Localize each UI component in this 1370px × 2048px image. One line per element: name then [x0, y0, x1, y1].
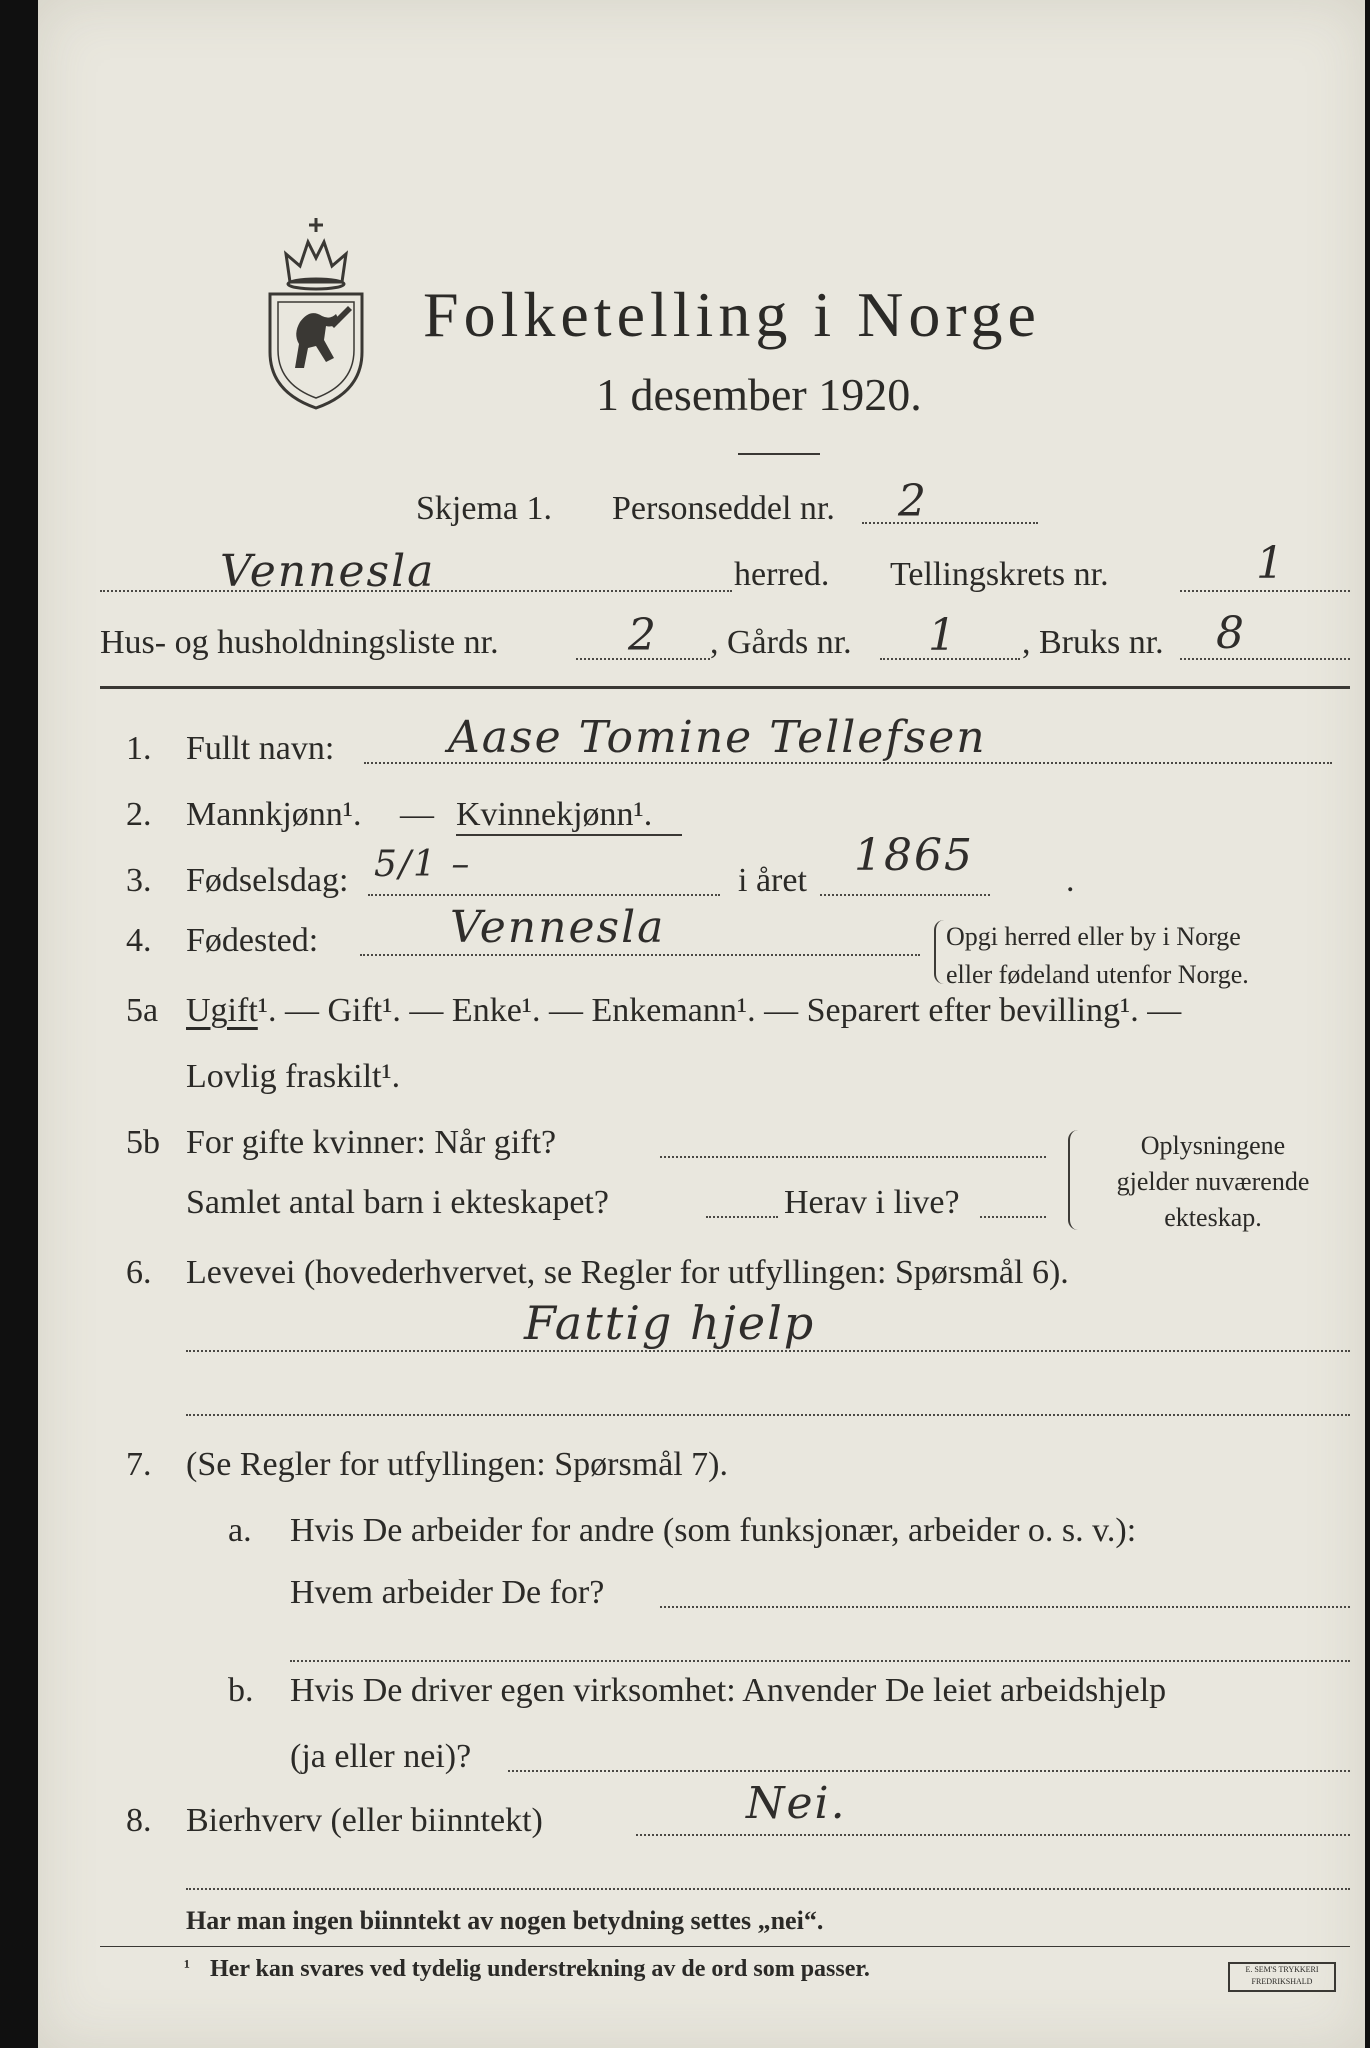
- q4-line: [360, 954, 920, 956]
- q5b-children-label: Samlet antal barn i ekteskapet?: [186, 1184, 609, 1221]
- q3-day-value: 5/1 –: [374, 844, 472, 885]
- footer-rule: [100, 1946, 1350, 1947]
- title-divider: [738, 453, 820, 455]
- q4-label: Fødested:: [186, 922, 319, 959]
- bruks-value: 8: [1216, 608, 1246, 659]
- q3-year-line: [820, 894, 990, 896]
- q3-number: 3.: [126, 862, 152, 899]
- q5a-number: 5a: [126, 992, 159, 1029]
- husliste-value: 2: [628, 610, 658, 661]
- tellingskrets-line: [1180, 590, 1350, 592]
- q7-label: (Se Regler for utfyllingen: Spørsmål 7).: [186, 1446, 729, 1483]
- q5b-note-line3: ekteskap.: [1164, 1203, 1262, 1232]
- q7b-letter: b.: [228, 1672, 254, 1709]
- q8-line2: [186, 1888, 1350, 1890]
- printer-stamp: E. SEM'S TRYKKERI FREDRIKSHALD: [1228, 1962, 1336, 1992]
- q8-number: 8.: [126, 1802, 152, 1839]
- q6-number: 6.: [126, 1254, 152, 1291]
- q3-day-line: [368, 894, 720, 896]
- q8-label: Bierhverv (eller biinntekt): [186, 1802, 543, 1839]
- q5a-line2: Lovlig fraskilt¹.: [186, 1058, 401, 1095]
- tellingskrets-label: Tellingskrets nr.: [890, 556, 1109, 593]
- q7a-line1: [660, 1606, 1350, 1608]
- footnote-text: Her kan svares ved tydelig understrekning av de ord som passer.: [210, 1956, 870, 1982]
- q5b-children-line: [706, 1216, 778, 1218]
- q3-year-value: 1865: [854, 830, 974, 881]
- q1-label: Fullt navn:: [186, 730, 335, 767]
- q2-female-option: Kvinnekjønn¹.: [456, 796, 653, 833]
- gards-value: 1: [928, 610, 958, 661]
- q5a-other-options: ¹. — Gift¹. — Enke¹. — Enkemann¹. — Separert efter bevilling¹. —: [257, 992, 1182, 1029]
- header-rule: [100, 686, 1350, 689]
- q5b-note: [1078, 1128, 1348, 1236]
- norwegian-coat-of-arms-icon: [260, 212, 372, 412]
- bruks-label: , Bruks nr.: [1022, 624, 1164, 661]
- q7b-yes-no-label: (ja eller nei)?: [290, 1738, 472, 1775]
- q2-dash: —: [400, 796, 434, 833]
- personseddel-line: [862, 522, 1038, 524]
- q6-value: Fattig hjelp: [524, 1296, 816, 1350]
- q3-year-label: i året: [738, 862, 807, 899]
- q4-note-line2: eller fødeland utenfor Norge.: [946, 960, 1249, 989]
- personseddel-value: 2: [898, 476, 928, 527]
- q7b-question: Hvis De driver egen virksomhet: Anvender De leiet arbeidshjelp: [290, 1672, 1167, 1709]
- q6-line1: [186, 1350, 1350, 1352]
- herred-label: herred.: [734, 556, 830, 593]
- tellingskrets-value: 1: [1256, 538, 1286, 589]
- q1-value: Aase Tomine Tellefsen: [448, 712, 987, 763]
- q5b-number: 5b: [126, 1124, 160, 1161]
- footer-note: Har man ingen biinntekt av nogen betydning settes „nei“.: [186, 1906, 824, 1935]
- q5b-line1: For gifte kvinner: Når gift?: [186, 1124, 557, 1161]
- q4-note-line1: Opgi herred eller by i Norge: [946, 922, 1241, 951]
- census-form-sheet: [38, 0, 1365, 2048]
- q3-end-dot: .: [1066, 862, 1075, 899]
- form-title: Folketelling i Norge: [423, 279, 1041, 350]
- q7a-letter: a.: [228, 1512, 252, 1549]
- q7b-line: [508, 1770, 1350, 1772]
- q5b-alive-line: [980, 1216, 1046, 1218]
- q7a-who-label: Hvem arbeider De for?: [290, 1574, 605, 1611]
- q7a-question: Hvis De arbeider for andre (som funksjonær, arbeider o. s. v.):: [290, 1512, 1137, 1549]
- q4-number: 4.: [126, 922, 152, 959]
- q5a-options: [186, 992, 1181, 1030]
- q1-number: 1.: [126, 730, 152, 767]
- personseddel-label: Personseddel nr.: [612, 490, 835, 527]
- q2-number: 2.: [126, 796, 152, 833]
- q7a-line2: [290, 1660, 1350, 1662]
- gards-label: , Gårds nr.: [710, 624, 852, 661]
- q2-female-underline: [456, 834, 682, 836]
- q5a-ugift-option: Ugift: [186, 992, 258, 1029]
- q6-label: Levevei (hovederhvervet, se Regler for utfyllingen: Spørsmål 6).: [186, 1254, 1069, 1291]
- q2-male-option: Mannkjønn¹.: [186, 796, 362, 833]
- form-date: 1 desember 1920.: [596, 369, 922, 420]
- herred-value: Vennesla: [220, 546, 436, 597]
- q8-value: Nei.: [746, 1778, 847, 1829]
- bruks-line: [1180, 658, 1350, 660]
- q5b-alive-label: Herav i live?: [784, 1184, 960, 1221]
- footnote-mark: ¹: [184, 1956, 190, 1978]
- q6-line2: [186, 1414, 1350, 1416]
- q7-number: 7.: [126, 1446, 152, 1483]
- q4-value: Vennesla: [450, 902, 666, 953]
- q5b-note-line1: Oplysningene: [1140, 1131, 1286, 1160]
- q4-note: [946, 918, 1249, 994]
- q4-note-brace: [934, 920, 944, 984]
- schema-label: Skjema 1.: [416, 490, 552, 527]
- q8-line: [636, 1834, 1350, 1836]
- q5b-when-line: [660, 1156, 1046, 1158]
- husliste-label: Hus- og husholdningsliste nr.: [100, 624, 499, 661]
- q3-label: Fødselsdag:: [186, 862, 349, 899]
- q5b-note-line2: gjelder nuværende: [1116, 1167, 1310, 1196]
